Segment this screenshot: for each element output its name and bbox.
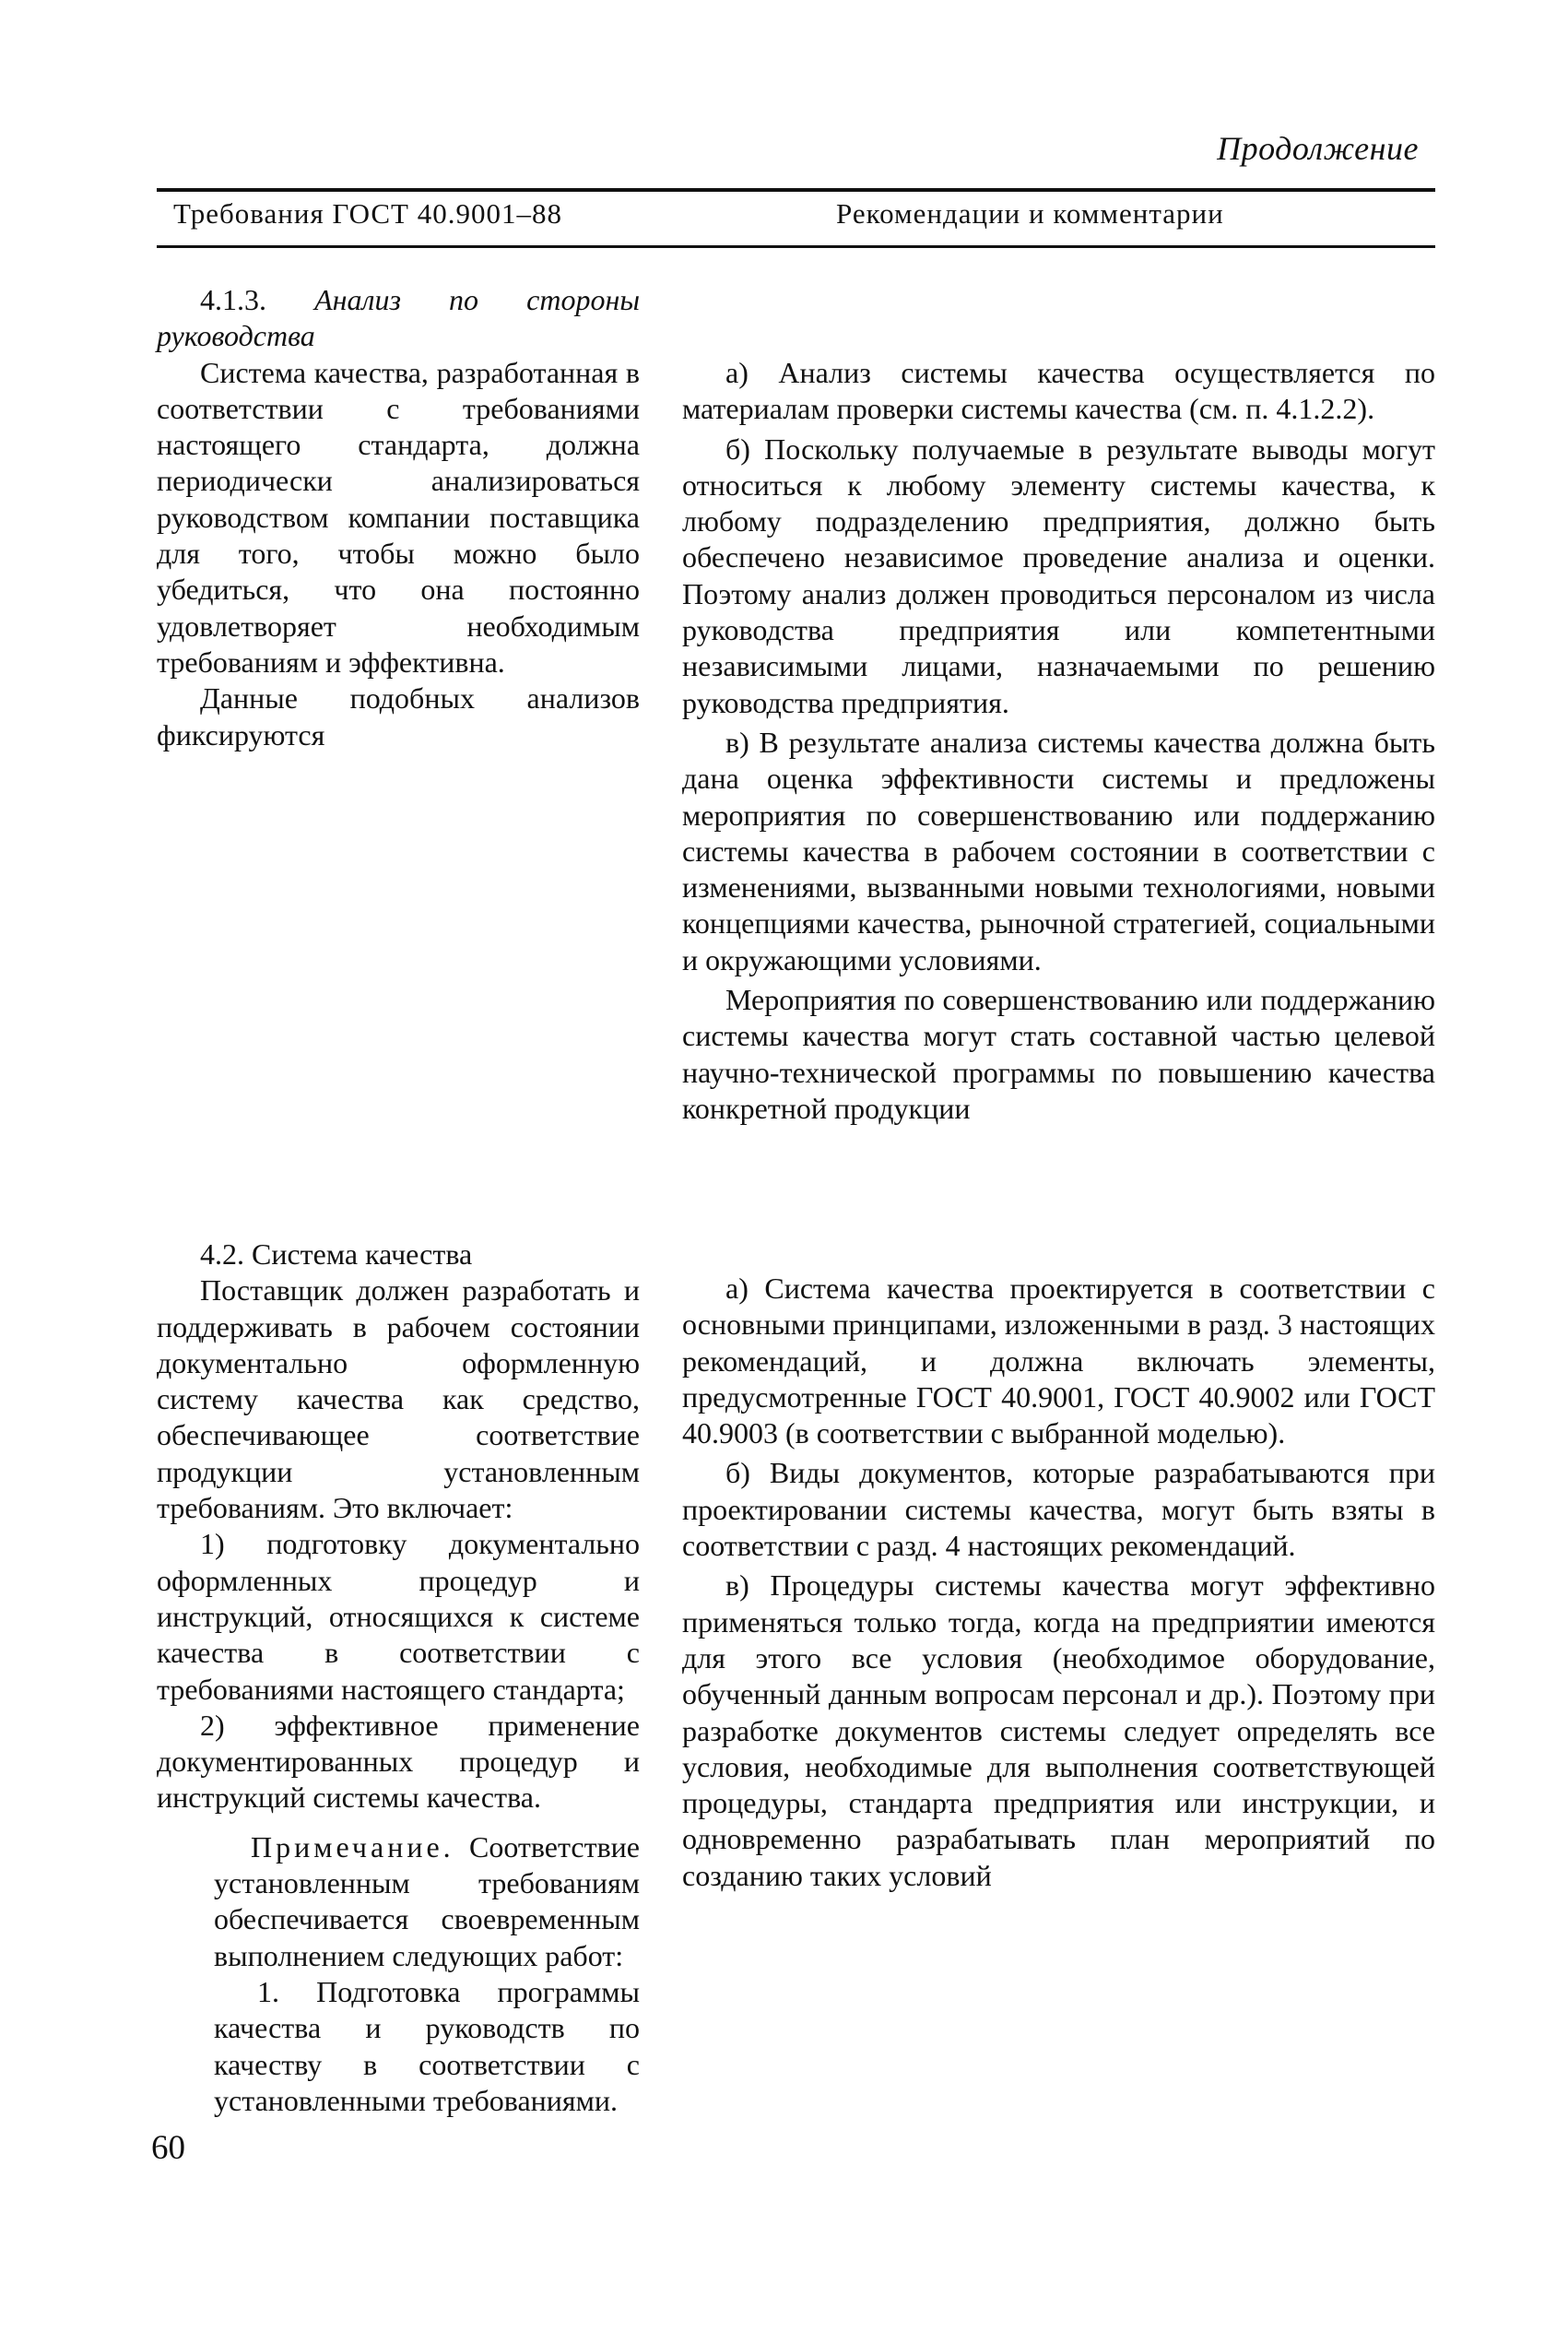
recommendation-paragraph: б) Виды документов, которые разрабатываются при проектировании системы качества, могут быть взяты в соответствии с разд. 4 настоящих рекомендаций. xyxy=(682,1456,1435,1563)
requirement-list-item: 2) эффективное применение документированных процедур и инструкций системы качества. xyxy=(157,1708,640,1815)
requirement-list-item: 1) подготовку документально оформленных процедур и инструкций, относящихся к системе качества в соответствии с требованиями настоящего стандарта; xyxy=(157,1527,640,1706)
section-2-recommendations xyxy=(682,1271,1435,1894)
note-text: Соответствие установленным требованиям обеспечивается своевременным выполнением следующих работ: xyxy=(214,1829,640,1972)
section-2-heading: 4.2. Система качества xyxy=(200,1237,473,1271)
header-bottom-rule xyxy=(157,245,1435,248)
section-1-heading-title: Анализ по стороны руководства xyxy=(157,283,640,353)
continuation-label: Продолжение xyxy=(1217,130,1419,167)
recommendation-paragraph: б) Поскольку получаемые в результате выводы могут относиться к любому элементу системы качества, к любому подразделению предприятия, должно быть обеспечено независимое проведение анализа и оценки. Поэтому анализ должен проводиться персоналом из числа руководства предприятия или компетентными независимыми лицами, назначаемыми по решению руководства предприятия. xyxy=(682,432,1435,719)
section-2-requirements xyxy=(157,1236,640,2119)
note-label: Примечание. xyxy=(251,1829,454,1864)
requirement-paragraph: Данные подобных анализов фиксируются xyxy=(157,681,640,751)
page-number: 60 xyxy=(151,2129,185,2167)
section-1-requirements xyxy=(157,282,640,753)
recommendation-paragraph: а) Система качества проектируется в соответствии с основными принципами, изложенными в разд. 3 настоящих рекомендаций, и должна включать элементы, предусмотренные ГОСТ 40.9001, ГОСТ 40.9002 или ГОСТ 40.9003 (в соответствии с выбранной моделью). xyxy=(682,1272,1435,1450)
left-column-title: Требования ГОСТ 40.9001–88 xyxy=(173,197,562,230)
header-top-rule xyxy=(157,188,1435,192)
recommendation-paragraph: Мероприятия по совершенствованию или поддержанию системы качества могут стать составной частью целевой научно-технической программы по повышению качества конкретной продукции xyxy=(682,983,1435,1125)
recommendation-paragraph: а) Анализ системы качества осуществляется по материалам проверки системы качества (см. п. 4.1.2.2). xyxy=(682,356,1435,426)
section-1-heading-number: 4.1.3. xyxy=(200,283,266,316)
recommendation-paragraph: в) В результате анализа системы качества должна быть дана оценка эффективности системы и предложены мероприятия по совершенствованию или поддержанию системы качества в рабочем состоянии в соответствии с изменениями, вызванными новыми технологиями, новыми концепциями качества, рыночной стратегией, социальными и окружающими условиями. xyxy=(682,725,1435,976)
note-paragraph xyxy=(157,1829,640,1974)
requirement-paragraph: Система качества, разработанная в соответствии с требованиями настоящего стандарта, должна периодически анализироваться руководством компании поставщика для того, чтобы можно было убедиться, что она постоянно удовлетворяет необходимым требованиям и эффективна. xyxy=(157,355,640,679)
recommendation-paragraph: в) Процедуры системы качества могут эффективно применяться только тогда, когда на предприятии имеются для этого все условия (необходимое оборудование, обученный данным вопросам персонал и др.). Поэтому при разработке документов системы следует определять все условия, необходимые для выполнения соответствующей процедуры, стандарта предприятия или инструкции, и одновременно разрабатывать план мероприятий по созданию таких условий xyxy=(682,1568,1435,1892)
requirement-paragraph: Поставщик должен разработать и поддерживать в рабочем состоянии документально оформленную систему качества как средство, обеспечивающее соответствие продукции установленным требованиям. Это включает: xyxy=(157,1273,640,1525)
section-1-heading xyxy=(157,282,640,355)
note-list-item: 1. Подготовка программы качества и руководств по качеству в соответствии с установленными требованиями. xyxy=(214,1974,640,2117)
section-1-recommendations xyxy=(682,355,1435,1127)
right-column-title: Рекомендации и комментарии xyxy=(836,197,1224,230)
